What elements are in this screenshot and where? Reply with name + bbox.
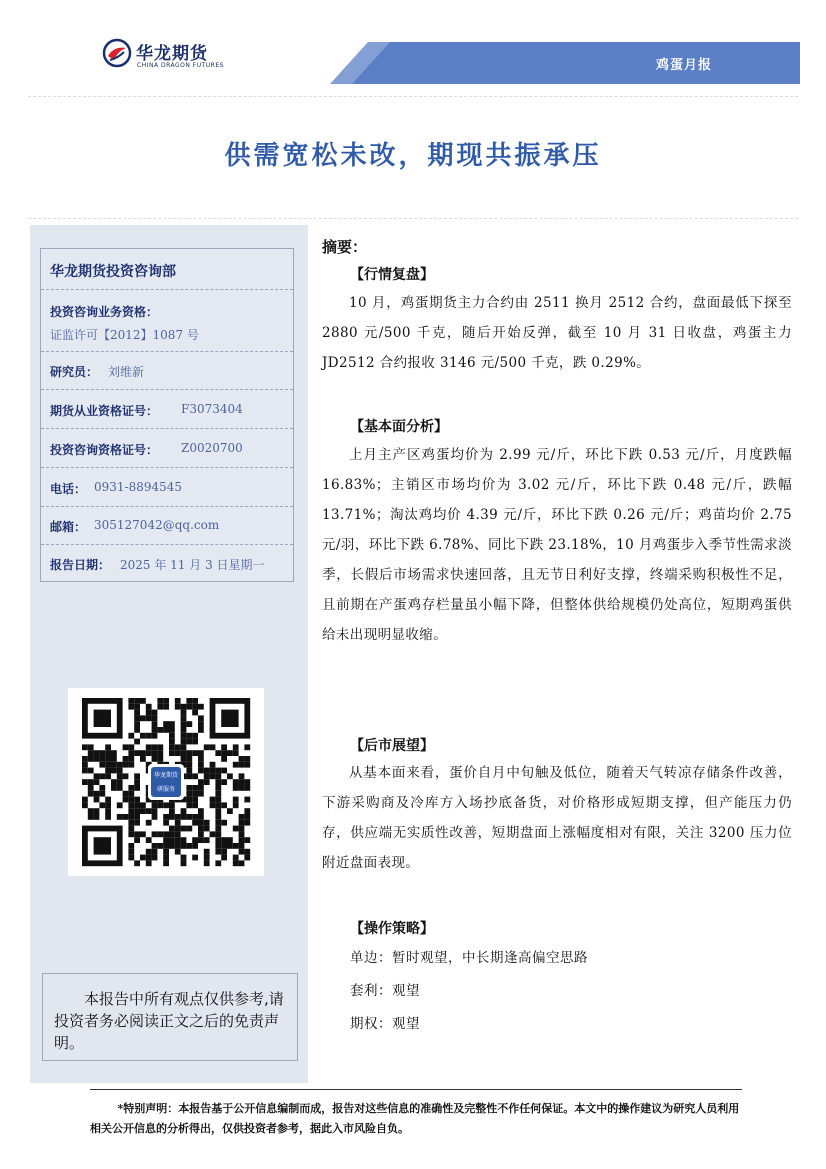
info-label: 邮箱： — [50, 520, 87, 534]
dept-name: 华龙期货投资咨询部 — [50, 264, 176, 280]
footer-note: *特别声明：本报告基于公开信息编制而成，报告对这些信息的准确性及完整性不作任何保证。本文中的操作建议为研究人员利用相关公开信息的分析得出，仅供投资者参考，据此入市风险自负。 — [90, 1102, 740, 1135]
report-type: 鸡蛋月报 — [656, 58, 713, 73]
info-value: Z0020700 — [181, 441, 243, 455]
strategy-item: 单边：暂时观望，中长期逢高偏空思路 — [350, 950, 588, 966]
info-value: F3073404 — [181, 402, 243, 416]
info-label: 期货从业资格证号： — [50, 404, 159, 418]
logo-text: 华龙期货 — [136, 44, 208, 64]
analyst-info-box — [40, 248, 294, 582]
disclaimer-text: 本报告中所有观点仅供参考,请投资者务必阅读正文之后的免责声明。 — [54, 990, 284, 1052]
qr-logo-text: 华龙期货 — [153, 772, 178, 779]
page-title: 供需宽松未改，期现共振承压 — [224, 141, 602, 171]
section-body: 从基本面来看，蛋价自月中旬触及低位，随着天气转凉存储条件改善，下游采购商及冷库方入场抄底备货，对价格形成短期支撑，但产能压力仍存，供应端无实质性改善，短期盘面上涨幅度相对有限，关注 3200 压力位附近盘面表现。 — [322, 765, 792, 871]
info-row-date — [41, 544, 293, 581]
qr-logo-subtext: 研服务 — [156, 786, 175, 793]
info-row-researcher — [41, 351, 293, 390]
dept-row — [41, 249, 293, 290]
qr-center-logo — [148, 764, 184, 800]
info-row-advisory-cert — [41, 428, 293, 468]
info-label: 研究员： — [50, 365, 99, 379]
section-heading: 【行情复盘】 — [350, 267, 434, 283]
section-body: 10 月，鸡蛋期货主力合约由 2511 换月 2512 合约，盘面最低下探至 2880 元/500 千克，随后开始反弹，截至 10 月 31 日收盘，鸡蛋主力 JD2512 合约报收 3146 元/500 千克，跌 0.29%。 — [322, 295, 792, 371]
info-row-qualification — [41, 289, 293, 352]
divider — [28, 218, 798, 219]
logo-icon — [102, 38, 132, 68]
section-heading: 【操作策略】 — [350, 921, 434, 937]
info-row-futures-cert — [41, 389, 293, 429]
info-label: 电话： — [50, 482, 87, 496]
strategy-item: 期权：观望 — [350, 1016, 420, 1032]
info-row-email — [41, 506, 293, 545]
info-value: 0931-8894545 — [94, 480, 183, 494]
footer-divider — [90, 1089, 742, 1090]
strategy-item: 套利：观望 — [350, 983, 420, 999]
info-value: 2025 年 11 月 3 日星期一 — [120, 558, 265, 572]
qr-code — [68, 688, 264, 876]
section-heading: 【后市展望】 — [350, 738, 434, 754]
summary-title: 摘要： — [322, 238, 368, 256]
header-banner — [330, 42, 800, 84]
logo-subtext: CHINA DRAGON FUTURES — [137, 62, 224, 69]
info-label: 投资咨询业务资格： — [50, 305, 159, 319]
section-heading: 【基本面分析】 — [350, 419, 448, 435]
info-label: 投资咨询资格证号： — [50, 443, 159, 457]
section-body: 上月主产区鸡蛋均价为 2.99 元/斤，环比下跌 0.53 元/斤，月度跌幅 16.83%；主销区市场均价为 3.02 元/斤，环比下跌 0.48 元/斤，跌幅 13.71%；淘汰鸡均价 4.39 元/斤，环比下跌 0.26 元/斤；鸡苗均价 2.75 元/羽，环比下跌 6.78%、同比下跌 23.18%，10 月鸡蛋步入季节性需求淡季，长假后市场需求快速回落，且无节日利好支撑，终端采购积极性不足，且前期在产蛋鸡存栏量虽小幅下降，但整体供给规模仍处高位，短期鸡蛋供给未出现明显收缩。 — [322, 447, 792, 643]
info-value: 刘维新 — [108, 365, 145, 379]
info-value: 证监许可【2012】1087 号 — [50, 328, 199, 342]
divider — [28, 96, 798, 97]
info-value: 305127042@qq.com — [94, 518, 220, 532]
info-row-phone — [41, 467, 293, 507]
info-label: 报告日期： — [50, 558, 111, 572]
